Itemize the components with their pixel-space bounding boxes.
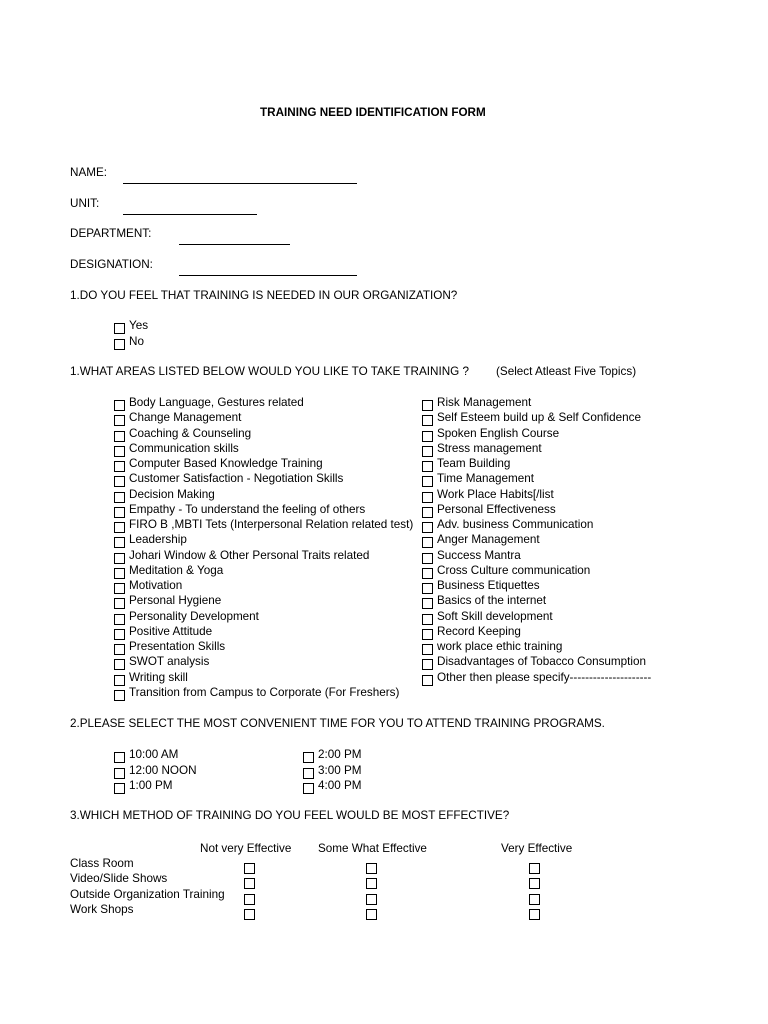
topic-label: Time Management (437, 472, 535, 486)
topic-label: Disadvantages of Tobacco Consumption (437, 655, 646, 669)
question-training-method: 3.WHICH METHOD OF TRAINING DO YOU FEEL WOULD BE MOST EFFECTIVE? (70, 809, 510, 822)
topic-label: Record Keeping (437, 624, 521, 638)
topic-label: Communication skills (129, 441, 239, 455)
select-at-least-five-note: (Select Atleast Five Topics) (496, 365, 637, 378)
training-topic-item (114, 456, 413, 471)
time-checkbox[interactable] (114, 783, 125, 794)
training-topic-item (422, 609, 651, 624)
method-rating-grid (70, 856, 550, 917)
question-training-areas: 1.WHAT AREAS LISTED BELOW WOULD YOU LIKE TO TAKE TRAINING ? (70, 365, 469, 378)
method-row (70, 856, 550, 871)
training-topic-item (422, 441, 651, 456)
training-topic-item (114, 441, 413, 456)
training-topic-item (422, 502, 651, 517)
training-topics-right (422, 395, 651, 685)
topic-label: Spoken English Course (437, 426, 560, 440)
training-topic-item (114, 471, 413, 486)
very-effective-checkbox[interactable] (529, 909, 540, 920)
training-topic-item (114, 502, 413, 517)
time-checkbox[interactable] (303, 768, 314, 779)
time-label: 10:00 AM (129, 748, 179, 761)
time-slot-item (114, 747, 197, 763)
designation-field[interactable] (179, 260, 357, 276)
topic-label: Decision Making (129, 487, 215, 501)
time-slot-item (303, 763, 362, 779)
method-row (70, 902, 550, 917)
topic-label: Cross Culture communication (437, 563, 591, 577)
option-no-label: No (129, 335, 144, 348)
topic-label: Personal Hygiene (129, 594, 222, 608)
training-topic-item (422, 471, 651, 486)
column-not-very-effective: Not very Effective (200, 842, 292, 855)
topic-label: work place ethic training (437, 640, 563, 653)
topic-label: Computer Based Knowledge Training (129, 457, 323, 470)
training-topic-item (422, 670, 651, 685)
topic-label: Leadership (129, 533, 187, 547)
department-label: DEPARTMENT: (70, 227, 152, 240)
topic-label: Self Esteem build up & Self Confidence (437, 411, 642, 425)
training-topic-item (422, 563, 651, 578)
topic-label: Personal Effectiveness (437, 502, 556, 516)
designation-label: DESIGNATION: (70, 258, 153, 271)
training-topic-item (114, 624, 413, 639)
topic-checkbox[interactable] (114, 690, 125, 701)
form-title: TRAINING NEED IDENTIFICATION FORM (260, 106, 486, 119)
time-checkbox[interactable] (114, 768, 125, 779)
time-checkbox[interactable] (303, 783, 314, 794)
topic-label: Anger Management (437, 533, 540, 547)
topic-label: Change Management (129, 411, 242, 425)
topic-label: Soft Skill development (437, 609, 553, 623)
training-topic-item (114, 532, 413, 547)
topic-label: Motivation (129, 579, 183, 592)
topic-label: Positive Attitude (129, 624, 213, 638)
training-topic-item (422, 624, 651, 639)
question-training-needed: 1.DO YOU FEEL THAT TRAINING IS NEEDED IN OUR ORGANIZATION? (70, 289, 458, 302)
unit-field[interactable] (123, 199, 257, 215)
training-topic-item (114, 670, 413, 685)
time-slot-item (114, 763, 197, 779)
time-checkbox[interactable] (114, 752, 125, 763)
training-topic-item (114, 395, 413, 410)
time-slots-left (114, 747, 197, 794)
column-some-what-effective: Some What Effective (318, 842, 427, 855)
training-topic-item (422, 593, 651, 608)
option-no (114, 334, 148, 350)
not-very-effective-checkbox[interactable] (244, 909, 255, 920)
topic-label: Business Etiquettes (437, 579, 540, 592)
training-topic-item (114, 654, 413, 669)
time-label: 12:00 NOON (129, 763, 197, 777)
topic-label: Body Language, Gestures related (129, 396, 304, 409)
training-topic-item (422, 548, 651, 563)
option-yes-label: Yes (129, 319, 149, 332)
time-label: 3:00 PM (318, 763, 362, 777)
topic-label: Writing skill (129, 670, 188, 684)
method-label: Outside Organization Training (70, 887, 225, 901)
training-topic-item (422, 532, 651, 547)
time-slots-right (303, 747, 362, 794)
topic-label: Adv. business Communication (437, 518, 594, 531)
time-label: 1:00 PM (129, 779, 173, 792)
training-needed-options (114, 318, 148, 350)
yes-checkbox[interactable] (114, 323, 125, 334)
method-row (70, 887, 550, 902)
no-checkbox[interactable] (114, 339, 125, 350)
training-topic-item (422, 426, 651, 441)
time-slot-item (303, 778, 362, 794)
topic-label: Team Building (437, 457, 511, 470)
topic-label: Other then please specify--------------------- (437, 670, 652, 684)
time-label: 4:00 PM (318, 779, 362, 792)
name-field[interactable] (123, 168, 357, 184)
time-label: 2:00 PM (318, 748, 362, 761)
topic-label: Meditation & Yoga (129, 563, 224, 577)
training-topic-item (114, 426, 413, 441)
training-topic-item (422, 578, 651, 593)
training-topic-item (114, 578, 413, 593)
method-label: Work Shops (70, 902, 134, 916)
topic-label: Johari Window & Other Personal Traits related (129, 548, 370, 562)
training-topic-item (114, 685, 413, 700)
training-topic-item (422, 410, 651, 425)
training-topic-item (114, 563, 413, 578)
training-topic-item (114, 593, 413, 608)
training-topic-item (114, 517, 413, 532)
training-topic-item (114, 609, 413, 624)
option-yes (114, 318, 148, 334)
method-label: Class Room (70, 857, 134, 870)
topic-label: Coaching & Counseling (129, 426, 252, 440)
unit-label: UNIT: (70, 197, 100, 210)
topic-label: Work Place Habits[/list (437, 487, 554, 501)
training-topic-item (114, 487, 413, 502)
question-convenient-time: 2.PLEASE SELECT THE MOST CONVENIENT TIME FOR YOU TO ATTEND TRAINING PROGRAMS. (70, 717, 605, 730)
topic-label: Personality Development (129, 609, 259, 623)
training-topic-item (422, 395, 651, 410)
topic-label: FIRO B ,MBTI Tets (Interpersonal Relation related test) (129, 518, 414, 531)
time-checkbox[interactable] (303, 752, 314, 763)
training-topic-item (422, 654, 651, 669)
training-topic-item (422, 487, 651, 502)
training-topic-item (422, 639, 651, 654)
training-topic-item (422, 456, 651, 471)
topic-label: Presentation Skills (129, 640, 226, 653)
method-label: Video/Slide Shows (70, 872, 168, 886)
topic-label: Risk Management (437, 396, 532, 409)
training-topic-item (114, 410, 413, 425)
method-row (70, 871, 550, 886)
topic-label: Empathy - To understand the feeling of others (129, 502, 366, 516)
topic-label: Transition from Campus to Corporate (For Freshers) (129, 685, 400, 699)
topic-checkbox[interactable] (422, 675, 433, 686)
column-very-effective: Very Effective (501, 842, 573, 855)
training-topics-left (114, 395, 413, 700)
time-slot-item (303, 747, 362, 763)
department-field[interactable] (179, 229, 290, 245)
training-topic-item (114, 548, 413, 563)
topic-label: Success Mantra (437, 548, 521, 562)
topic-label: SWOT analysis (129, 655, 210, 669)
name-label: NAME: (70, 166, 108, 179)
training-topic-item (114, 639, 413, 654)
topic-label: Basics of the internet (437, 594, 547, 608)
topic-label: Customer Satisfaction - Negotiation Skills (129, 472, 344, 486)
topic-label: Stress management (437, 441, 542, 455)
training-topic-item (422, 517, 651, 532)
time-slot-item (114, 778, 197, 794)
some-what-effective-checkbox[interactable] (366, 909, 377, 920)
